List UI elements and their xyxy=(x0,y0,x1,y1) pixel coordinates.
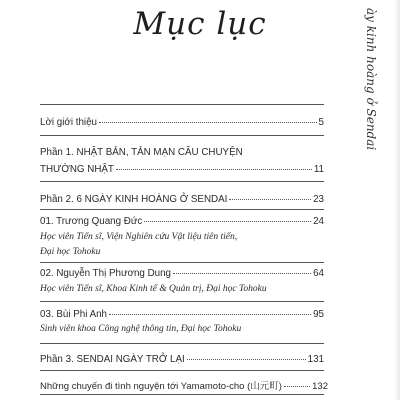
dot-leader xyxy=(229,199,311,200)
toc-entry-label: Phần 3. SENDAI NGÀY TRỞ LẠI xyxy=(40,354,185,365)
dot-leader xyxy=(109,314,311,315)
toc-entry-03[interactable] xyxy=(40,309,324,320)
toc-entry-label: 01. Trương Quang Đức xyxy=(40,216,143,227)
toc-page-number: 95 xyxy=(313,309,324,320)
toc-entry-01-affiliation-1: Học viên Tiến sĩ, Viện Nghiên cứu Vật liệu tiên tiến, xyxy=(40,232,238,242)
toc-entry-intro[interactable] xyxy=(40,117,324,128)
page-title: Mục lục xyxy=(133,6,267,42)
toc-entry-trips[interactable] xyxy=(40,378,328,392)
toc-entry-part3[interactable] xyxy=(40,354,324,365)
toc-entry-part2[interactable] xyxy=(40,194,324,205)
section-rule xyxy=(40,394,324,395)
side-running-text: ày kinh hoàng ở Sendai xyxy=(364,8,378,151)
toc-entry-02[interactable] xyxy=(40,268,324,279)
toc-entry-label: 03. Bùi Phi Anh xyxy=(40,309,107,320)
toc-entry-02-affiliation: Học viên Tiến sĩ, Khoa Kinh tế & Quản trị, Đại học Tohoku xyxy=(40,284,267,294)
toc-entry-label: Phần 2. 6 NGÀY KINH HOÀNG Ở SENDAI xyxy=(40,194,228,205)
toc-entry-part1[interactable] xyxy=(40,164,324,175)
section-rule xyxy=(40,209,324,210)
dot-leader xyxy=(116,169,312,170)
section-rule xyxy=(40,262,324,263)
section-rule xyxy=(40,301,324,302)
toc-page-number: 132 xyxy=(312,381,328,392)
dot-leader xyxy=(173,273,311,274)
section-rule xyxy=(40,181,324,182)
dot-leader xyxy=(284,386,310,387)
toc-entry-label: 02. Nguyễn Thị Phương Dung xyxy=(40,268,171,279)
dot-leader xyxy=(99,122,317,123)
toc-entry-01-affiliation-2: Đại học Tohoku xyxy=(40,247,101,257)
toc-entry-01[interactable] xyxy=(40,216,324,227)
toc-entry-part1-line1[interactable]: Phần 1. NHẬT BẢN, TẢN MẠN CÂU CHUYỆN xyxy=(40,147,243,158)
toc-page-number: 131 xyxy=(307,354,324,365)
section-rule xyxy=(40,135,324,136)
dot-leader xyxy=(187,359,306,360)
toc-entry-label: Những chuyến đi tình nguyện tới Yamamoto-cho (山元町) xyxy=(40,381,282,392)
toc-page-number: 24 xyxy=(313,216,324,227)
section-rule xyxy=(40,343,324,344)
dot-leader xyxy=(144,221,311,222)
header-rule xyxy=(40,104,324,105)
section-rule xyxy=(40,370,324,371)
toc-page-number: 23 xyxy=(313,194,324,205)
toc-page-number: 11 xyxy=(313,164,324,175)
toc-entry-label: THƯỜNG NHẬT xyxy=(40,164,114,175)
toc-page-number: 5 xyxy=(318,117,324,128)
toc-entry-03-affiliation: Sinh viên khoa Công nghệ thông tin, Đại học Tohoku xyxy=(40,324,242,334)
toc-entry-label: Lời giới thiệu xyxy=(40,117,97,128)
toc-page-number: 64 xyxy=(313,268,324,279)
